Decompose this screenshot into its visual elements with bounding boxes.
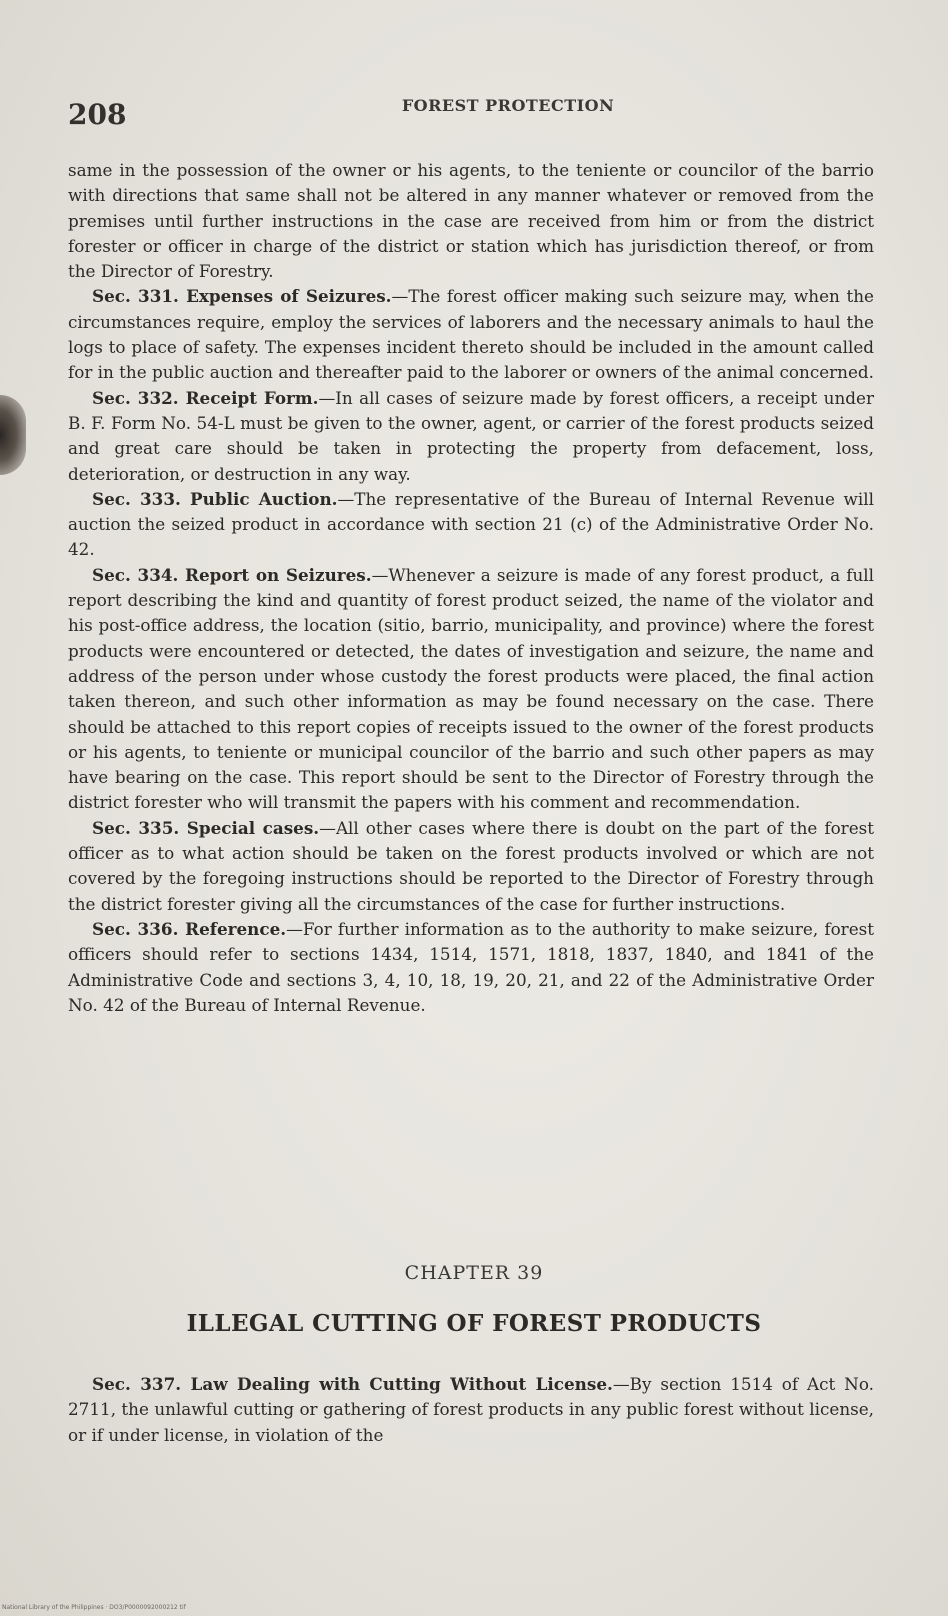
section-heading: Sec. 335. Special cases.	[92, 817, 320, 838]
paragraph-text: —By section 1514 of Act No. 2711, the unlawful cutting or gathering of forest products in any public forest without license, or if under license, in violation of the	[68, 1374, 874, 1445]
section-heading: Sec. 336. Reference.	[92, 918, 287, 939]
body-text	[68, 158, 874, 1018]
chapter-title: ILLEGAL CUTTING OF FOREST PRODUCTS	[186, 1310, 762, 1337]
section-heading: Sec. 332. Receipt Form.	[92, 387, 319, 408]
section-heading: Sec. 337. Law Dealing with Cutting Without License.	[92, 1374, 613, 1394]
page-header	[68, 96, 858, 136]
paragraph-text: —All other cases where there is doubt on the part of the forest officer as to what action should be taken on the forest products involved or which are not covered by the foregoing instructions should be reported to the Director of Forestry through the district forester giving all the circumstances of the case for further instructions.	[68, 817, 874, 914]
section-331	[68, 284, 874, 385]
chapter-number: CHAPTER 39	[404, 1262, 544, 1284]
archive-footer-note: National Library of the Philippines · DO3/P0000092000212 tif	[2, 1604, 186, 1611]
paragraph-text: —The forest officer making such seizure may, when the circumstances require, employ the services of laborers and the necessary animals to haul the logs to place of safety. The expenses incident thereto should be included in the amount called for in the public auction and thereafter paid to the laborer or owners of the animal concerned.	[68, 286, 874, 383]
paragraph-continued	[68, 158, 874, 284]
thumb-shadow-mark	[0, 395, 26, 475]
paragraph-text: same in the possession of the owner or his agents, to the teniente or councilor of the barrio with directions that same shall not be altered in any manner whatever or removed from the premises until further instructions in the case are received from him or from the district forester or officer in charge of the district or station which has jurisdiction thereof, or from the Director of Forestry.	[68, 160, 874, 282]
section-335	[68, 816, 874, 917]
section-334	[68, 563, 874, 816]
section-337	[68, 1372, 874, 1448]
section-heading: Sec. 333. Public Auction.	[92, 488, 338, 509]
section-333	[68, 487, 874, 563]
section-heading: Sec. 334. Report on Seizures.	[92, 564, 372, 585]
section-332	[68, 386, 874, 487]
paragraph-text: —For further information as to the authority to make seizure, forest officers should refer to sections 1434, 1514, 1571, 1818, 1837, 1840, and 1841 of the Administrative Code and sections 3, 4, 10, 18, 19, 20, 21, and 22 of the Administrative Order No. 42 of the Bureau of Internal Revenue.	[68, 918, 874, 1015]
section-heading: Sec. 331. Expenses of Seizures.	[92, 286, 392, 307]
page-number: 208	[68, 98, 127, 131]
paragraph-text: —Whenever a seizure is made of any forest product, a full report describing the kind and quantity of forest product seized, the name of the violator and his post-office address, the location (sitio, barrio, municipality, and province) where the forest products were encountered or detected, the dates of investigation and seizure, the name and address of the person under whose custody the forest products were placed, the final action taken thereon, and such other information as may be found necessary on the case. There should be attached to this report copies of receipts issued to the owner of the forest products or his agents, to teniente or municipal councilor of the barrio and such other papers as may have bearing on the case. This report should be sent to the Director of Forestry through the district forester who will transmit the papers with his comment and recommendation.	[68, 564, 874, 813]
running-head: FOREST PROTECTION	[401, 96, 615, 115]
paragraph-text: —The representative of the Bureau of Internal Revenue will auction the seized product in accordance with section 21 (c) of the Administrative Order No. 42.	[68, 488, 874, 560]
chapter-text	[68, 1372, 874, 1448]
section-336	[68, 917, 874, 1018]
paragraph-text: —In all cases of seizure made by forest officers, a receipt under B. F. Form No. 54-L must be given to the owner, agent, or carrier of the forest products seized and great care should be taken in protecting the property from defacement, loss, deterioration, or destruction in any way.	[68, 387, 874, 484]
